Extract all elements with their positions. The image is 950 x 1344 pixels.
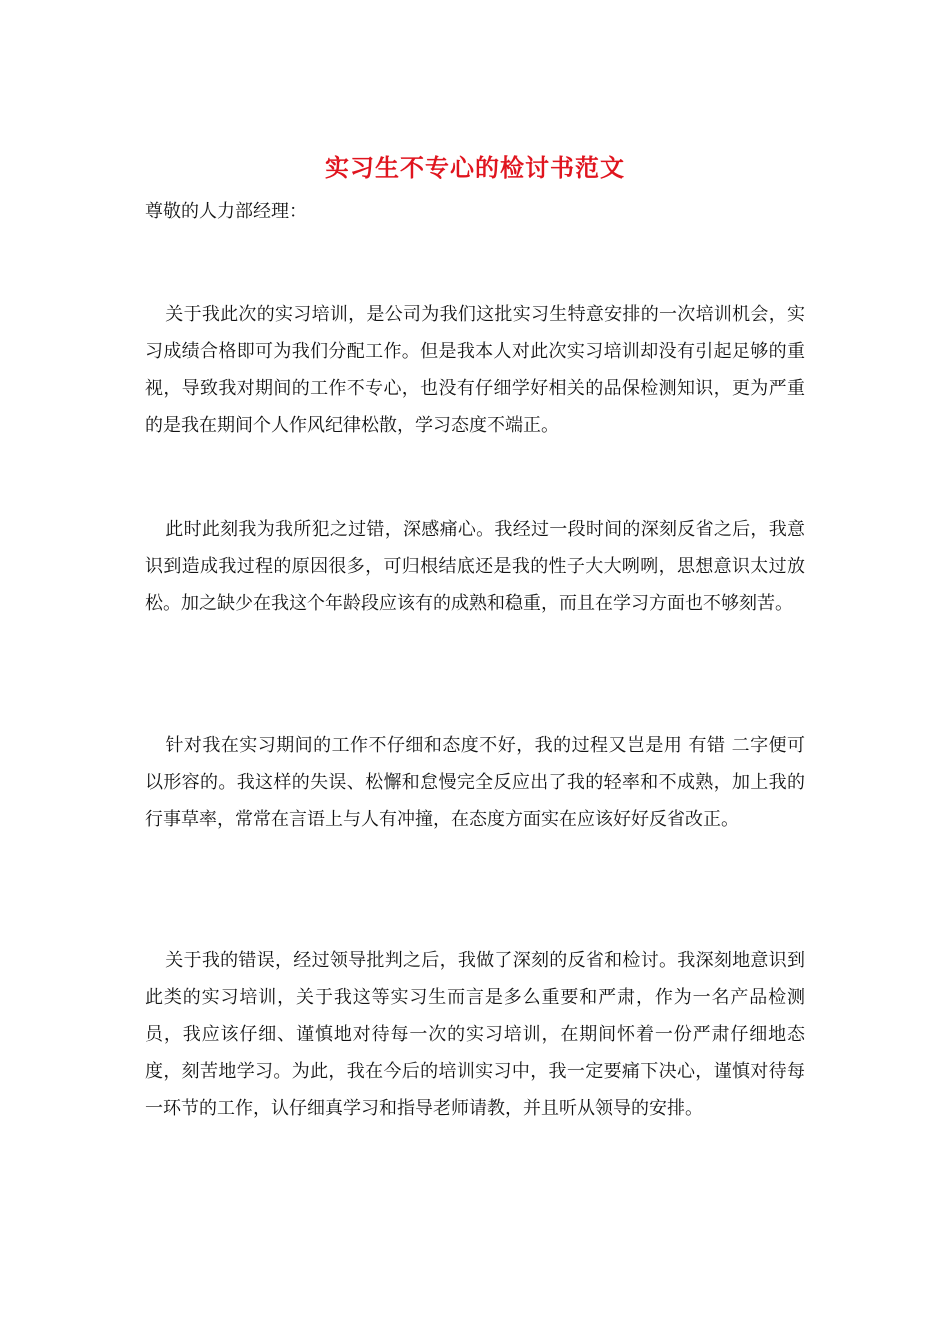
- salutation: 尊敬的人力部经理：: [145, 201, 307, 222]
- body-paragraph-4: [145, 942, 805, 1127]
- paragraph-text: 关于我此次的实习培训，是公司为我们这批实习生特意安排的一次培训机会，实习成绩合格即可为我们分配工作。但是我本人对此次实习培训却没有引起足够的重视，导致我对期间的工作不专心，也没有仔细学好相关的品保检测知识，更为严重的是我在期间个人作风纪律松散，学习态度不端正。: [145, 304, 805, 436]
- paragraph-text: 针对我在实习期间的工作不仔细和态度不好，我的过程又岂是用 有错 二字便可以形容的。我这样的失误、松懈和怠慢完全反应出了我的轻率和不成熟，加上我的行事草率，常常在言语上与人有冲撞，在态度方面实在应该好好反省改正。: [145, 735, 805, 830]
- body-paragraph-3: [145, 727, 805, 838]
- body-paragraph-1: [145, 296, 805, 444]
- document-title: 实习生不专心的检讨书范文: [325, 153, 625, 182]
- body-paragraph-2: [145, 511, 805, 622]
- paragraph-text: 此时此刻我为我所犯之过错，深感痛心。我经过一段时间的深刻反省之后，我意识到造成我过程的原因很多，可归根结底还是我的性子大大咧咧，思想意识太过放松。加之缺少在我这个年龄段应该有的成熟和稳重，而且在学习方面也不够刻苦。: [145, 519, 805, 614]
- paragraph-text: 关于我的错误，经过领导批判之后，我做了深刻的反省和检讨。我深刻地意识到此类的实习培训，关于我这等实习生而言是多么重要和严肃，作为一名产品检测员，我应该仔细、谨慎地对待每一次的实习培训，在期间怀着一份严肃仔细地态度，刻苦地学习。为此，我在今后的培训实习中，我一定要痛下决心，谨慎对待每一环节的工作，认仔细真学习和指导老师请教，并且听从领导的安排。: [145, 950, 805, 1119]
